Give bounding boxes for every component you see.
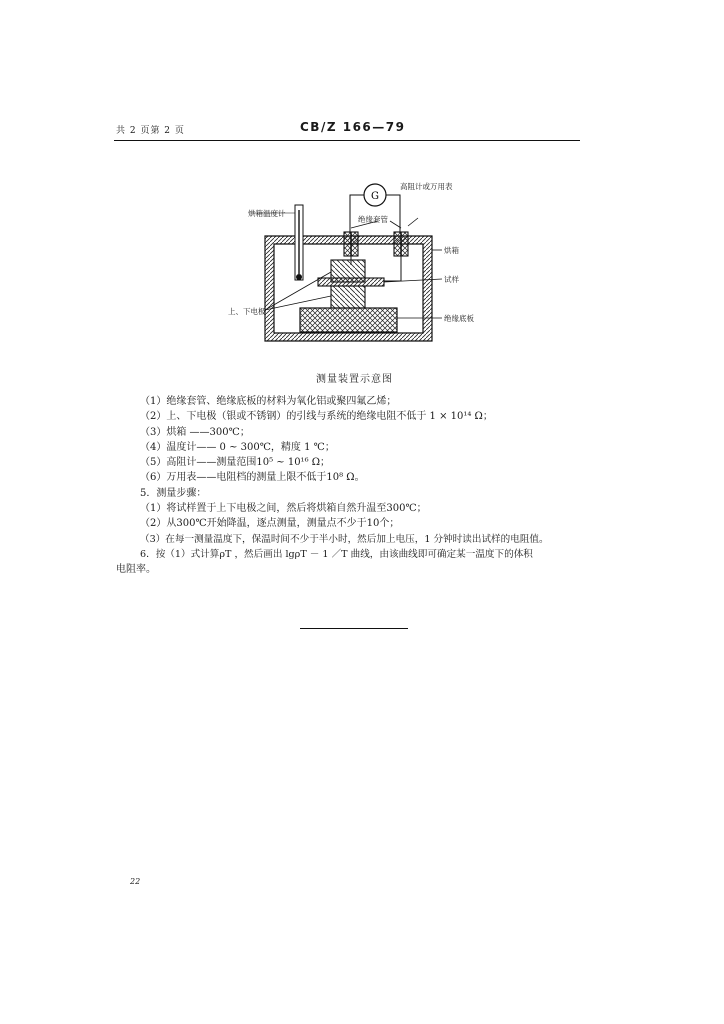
page-number: 22 xyxy=(130,877,141,886)
text-line: （1）将试样置于上下电极之间，然后将烘箱自然升温至300℃； xyxy=(140,503,427,515)
page-info: 共 2 页第 2 页 xyxy=(116,126,185,136)
figure-caption: 测量装置示意图 xyxy=(316,374,393,385)
label-electrodes: 上、下电极 xyxy=(228,307,266,316)
label-meter: 高阻计或万用表 xyxy=(400,182,453,191)
text-line: （3）在每一测量温度下，保温时间不少于半小时，然后加上电压，1 分钟时读出试样的电阻值。 xyxy=(140,533,549,545)
body-text xyxy=(116,394,586,578)
measurement-apparatus-diagram xyxy=(210,178,500,348)
text-line: （6）万用表——电阻档的测量上限不低于10⁸ Ω。 xyxy=(140,472,365,484)
text-line: 电阻率。 xyxy=(116,564,156,576)
label-thermometer: 烘箱温度计 xyxy=(248,209,286,218)
end-rule xyxy=(300,628,408,629)
text-line: （5）高阻计——测量范围10⁵ ~ 10¹⁶ Ω； xyxy=(140,457,331,469)
header-rule xyxy=(114,140,580,141)
text-line: （2）上、下电极（银或不锈钢）的引线与系统的绝缘电阻不低于 1 × 10¹⁴ Ω； xyxy=(140,411,493,423)
text-line: （2）从300℃开始降温，逐点测量，测量点不少于10个； xyxy=(140,518,400,530)
lower-electrode xyxy=(331,286,365,308)
label-oven: 烘箱 xyxy=(444,246,459,255)
text-line: （1）绝缘套管、绝缘底板的材料为氧化铝或聚四氟乙烯； xyxy=(140,396,397,407)
specimen xyxy=(318,278,384,286)
insulating-base xyxy=(300,308,397,332)
meter-symbol: G xyxy=(371,191,379,202)
label-insulating-base: 绝缘底板 xyxy=(444,314,474,323)
text-line: （4）温度计—— 0 ~ 300℃，精度 1 ℃； xyxy=(140,441,335,453)
label-insulating-sleeve: 绝缘套管 xyxy=(358,215,388,224)
standard-code: CB/Z 166—79 xyxy=(300,120,406,134)
section-heading: 5．测量步骤： xyxy=(140,487,207,499)
label-specimen: 试样 xyxy=(444,275,459,284)
text-line: 6．按（1）式计算ρT ，然后画出 lgρT － 1 ／T 曲线，由该曲线即可确定某一温度下的体积 xyxy=(140,548,533,560)
text-line: （3）烘箱 ——300℃； xyxy=(140,426,250,438)
